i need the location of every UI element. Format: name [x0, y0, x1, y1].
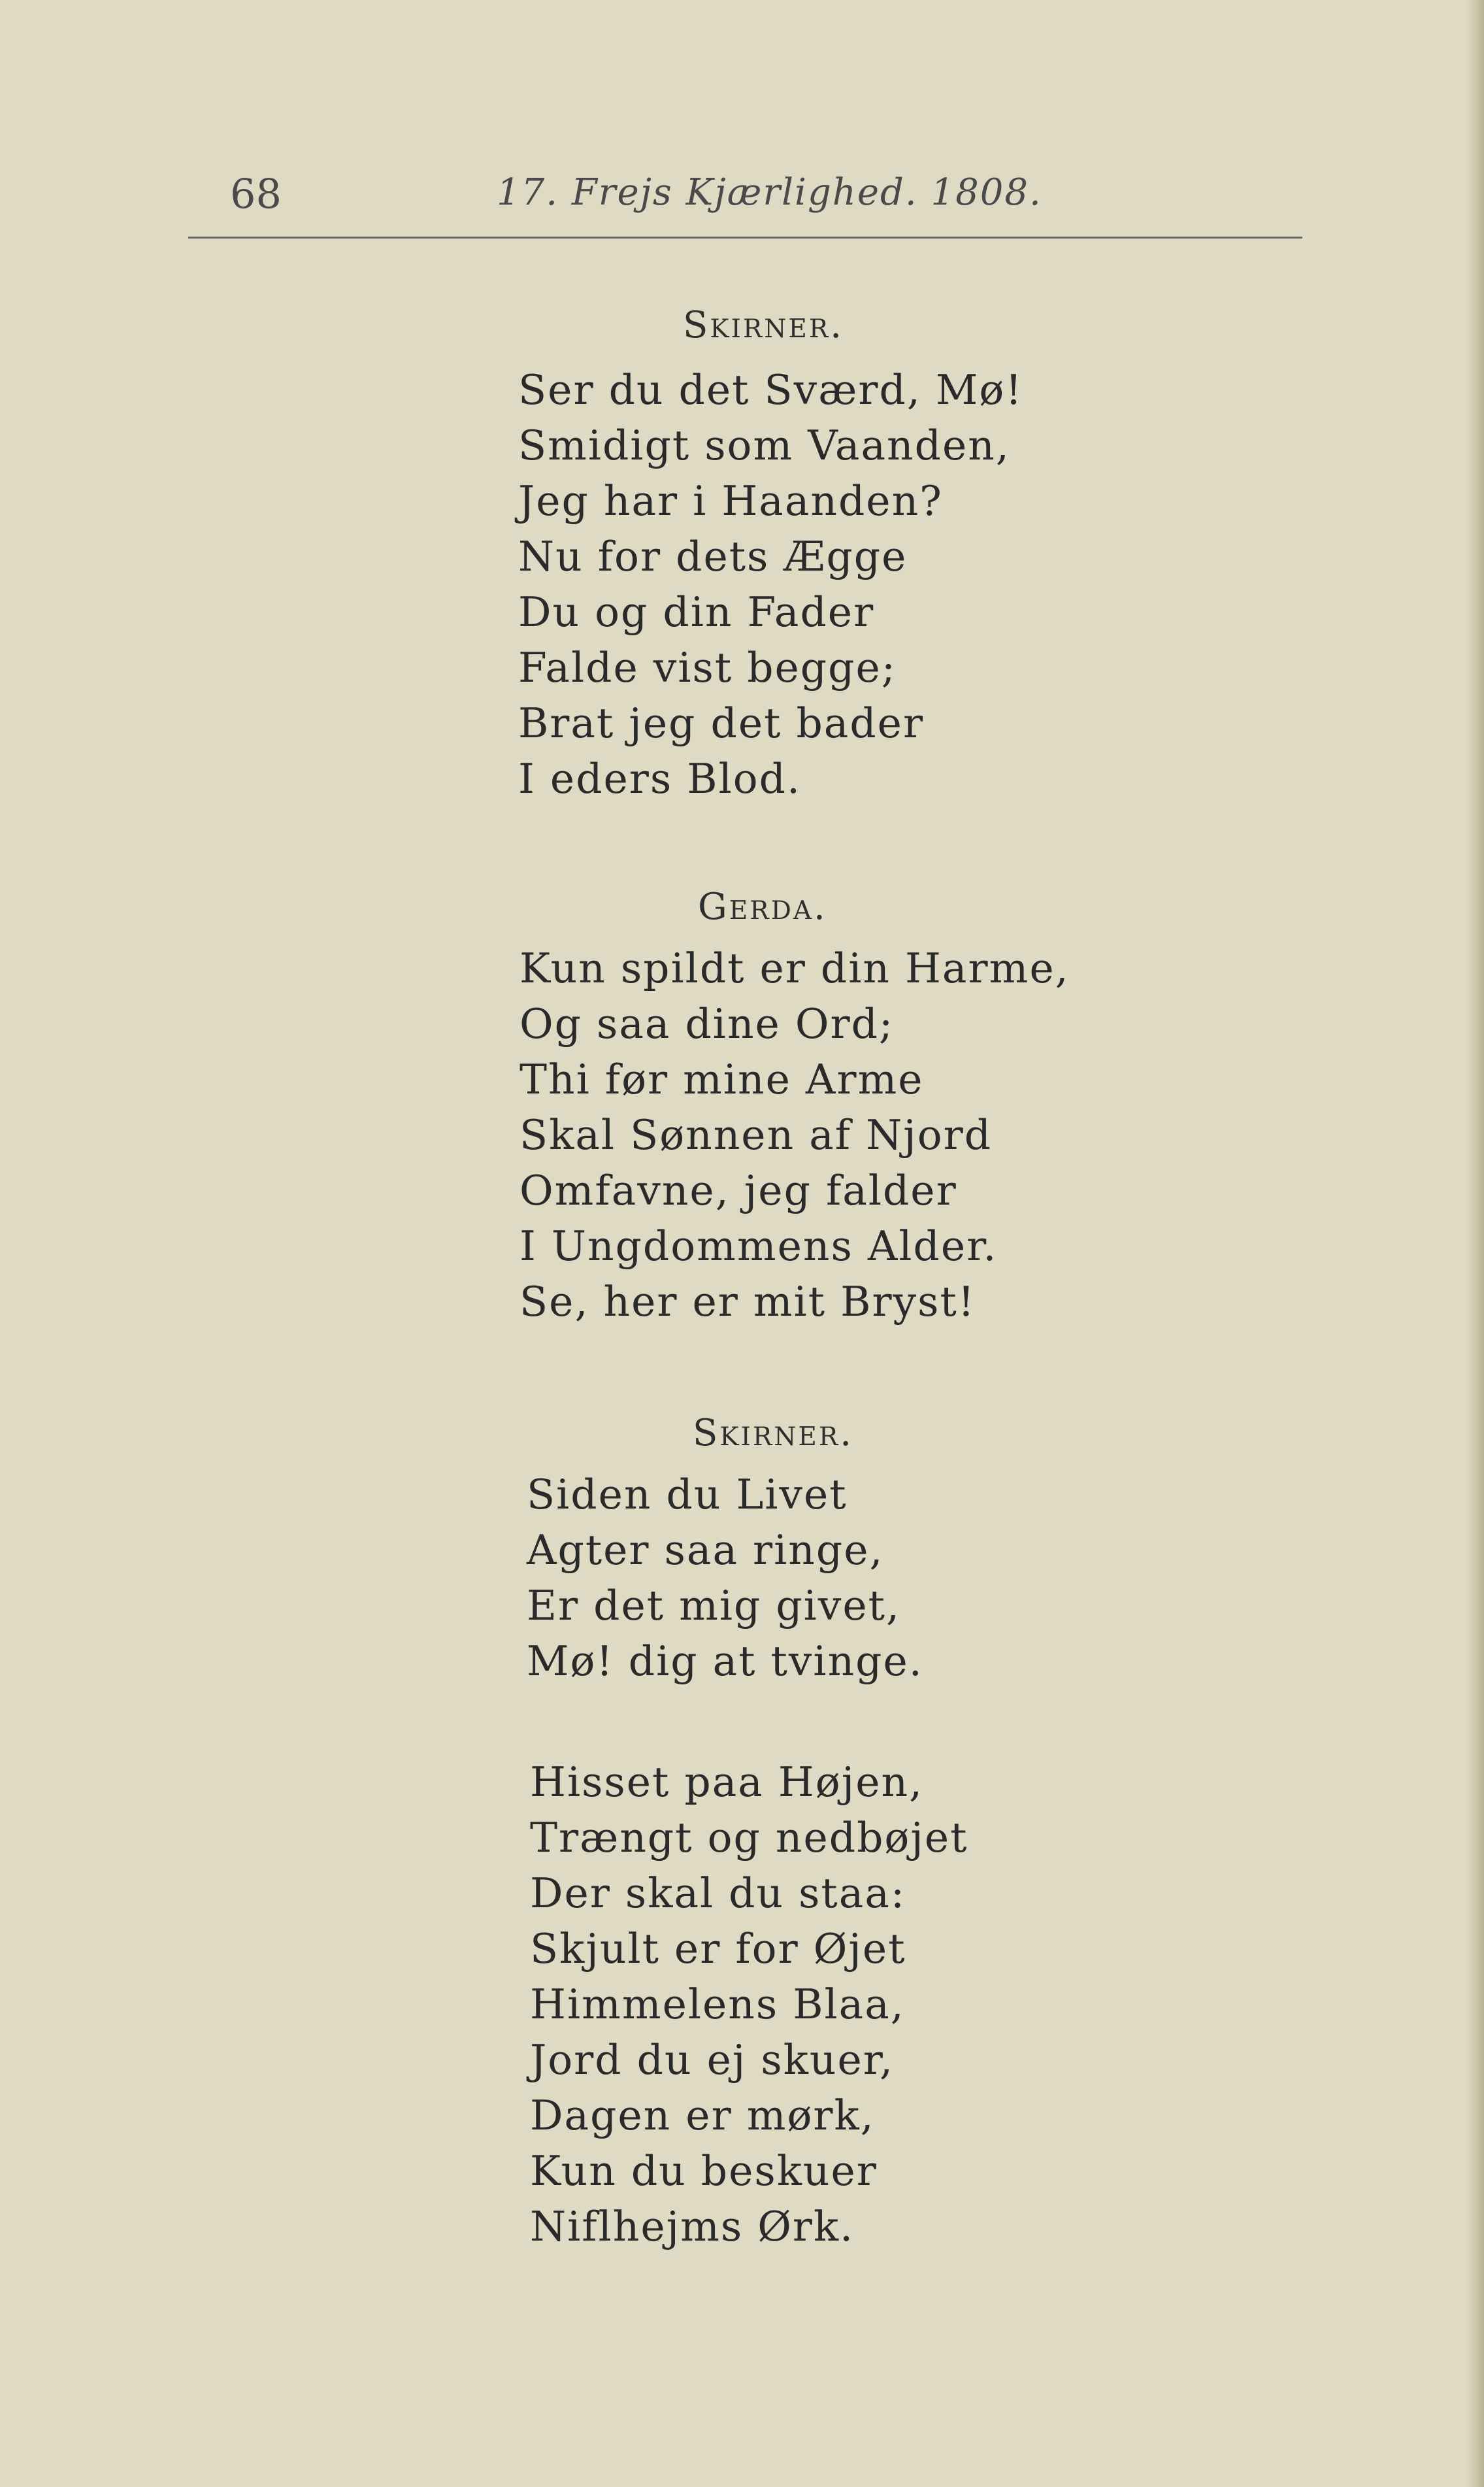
verse-line: Ser du det Sværd, Mø!: [518, 366, 1023, 414]
verse-line: Dagen er mørk,: [530, 2092, 875, 2139]
verse-line: Agter saa ringe,: [527, 1526, 884, 1574]
verse-line: Kun spildt er din Harme,: [519, 944, 1070, 992]
verse-line: I eders Blod.: [518, 755, 802, 803]
speaker-skirner-1: Skirner.: [683, 304, 844, 346]
verse-line: Mø! dig at tvinge.: [527, 1637, 923, 1685]
verse-line: Himmelens Blaa,: [530, 1980, 905, 2028]
header-rule: [188, 237, 1302, 239]
verse-line: Niflhejms Ørk.: [530, 2203, 855, 2250]
verse-line: Du og din Fader: [518, 588, 875, 636]
verse-line: Skal Sønnen af Njord: [519, 1111, 993, 1159]
verse-line: Er det mig givet,: [527, 1582, 901, 1629]
verse-line: Trængt og nedbøjet: [530, 1814, 968, 1861]
verse-line: Hisset paa Højen,: [530, 1758, 924, 1806]
verse-line: Se, her er mit Bryst!: [519, 1278, 976, 1326]
speaker-skirner-2: Skirner.: [693, 1412, 854, 1454]
verse-line: Der skal du staa:: [530, 1869, 906, 1917]
verse-line: Jeg har i Haanden?: [518, 477, 943, 525]
verse-line: Thi før mine Arme: [519, 1056, 924, 1103]
verse-line: I Ungdommens Alder.: [519, 1222, 998, 1270]
running-head: 17. Frejs Kjærlighed. 1808.: [497, 171, 1042, 214]
verse-line: Og saa dine Ord;: [519, 1000, 895, 1048]
verse-line: Brat jeg det bader: [518, 699, 925, 747]
verse-line: Smidigt som Vaanden,: [518, 422, 1010, 469]
page-edge: [1467, 0, 1484, 2487]
page-number: 68: [230, 170, 282, 218]
verse-line: Omfavne, jeg falder: [519, 1167, 957, 1214]
verse-line: Kun du beskuer: [530, 2147, 878, 2195]
speaker-gerda: Gerda.: [698, 886, 827, 928]
verse-line: Nu for dets Ægge: [518, 533, 908, 580]
verse-line: Jord du ej skuer,: [530, 2036, 895, 2084]
verse-line: Falde vist begge;: [518, 644, 897, 692]
verse-line: Siden du Livet: [527, 1471, 848, 1518]
verse-line: Skjult er for Øjet: [530, 1925, 906, 1973]
